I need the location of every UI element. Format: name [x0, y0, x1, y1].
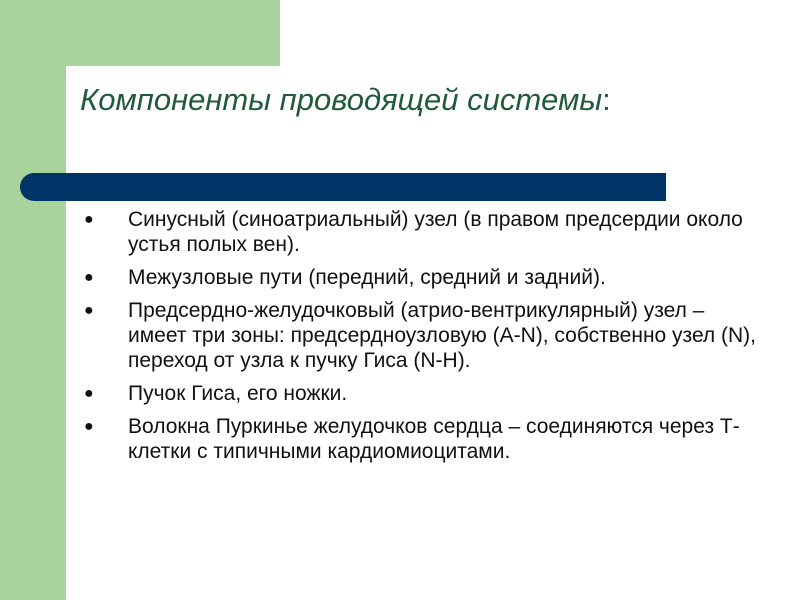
list-item-text: Предсердно-желудочковый (атрио-вентрикулярный) узел – имеет три зоны: предсердноузловую (A-N), собственно узел (N), переход от узла к пучку Гиса (N-H).	[128, 299, 757, 372]
list-item-text: Пучок Гиса, его ножки.	[128, 382, 348, 405]
bullet-icon: ●	[84, 418, 94, 435]
list-item	[80, 414, 760, 464]
bullet-icon: ●	[84, 211, 94, 228]
bullet-icon: ●	[84, 385, 94, 402]
list-item	[80, 381, 760, 406]
decorative-green-strip-left	[0, 66, 66, 600]
list-item-text: Синусный (синоатриальный) узел (в правом предсердии около устья полых вен).	[128, 208, 743, 256]
slide-title-colon: :	[602, 82, 611, 117]
bullet-list	[80, 207, 760, 472]
list-item	[80, 207, 760, 257]
list-item	[80, 265, 760, 290]
bullet-icon: ●	[84, 269, 94, 286]
decorative-green-block-top	[0, 0, 280, 66]
list-item-text: Межузловые пути (передний, средний и задний).	[128, 266, 606, 289]
list-item	[80, 298, 760, 373]
slide-title	[80, 78, 611, 122]
slide-title-text: Компоненты проводящей системы	[80, 82, 603, 117]
bullet-icon: ●	[84, 302, 94, 319]
list-item-text: Волокна Пуркинье желудочков сердца – соединяются через Т-клетки с типичными кардиомиоцитами.	[128, 415, 740, 463]
title-divider-bar	[20, 173, 666, 201]
